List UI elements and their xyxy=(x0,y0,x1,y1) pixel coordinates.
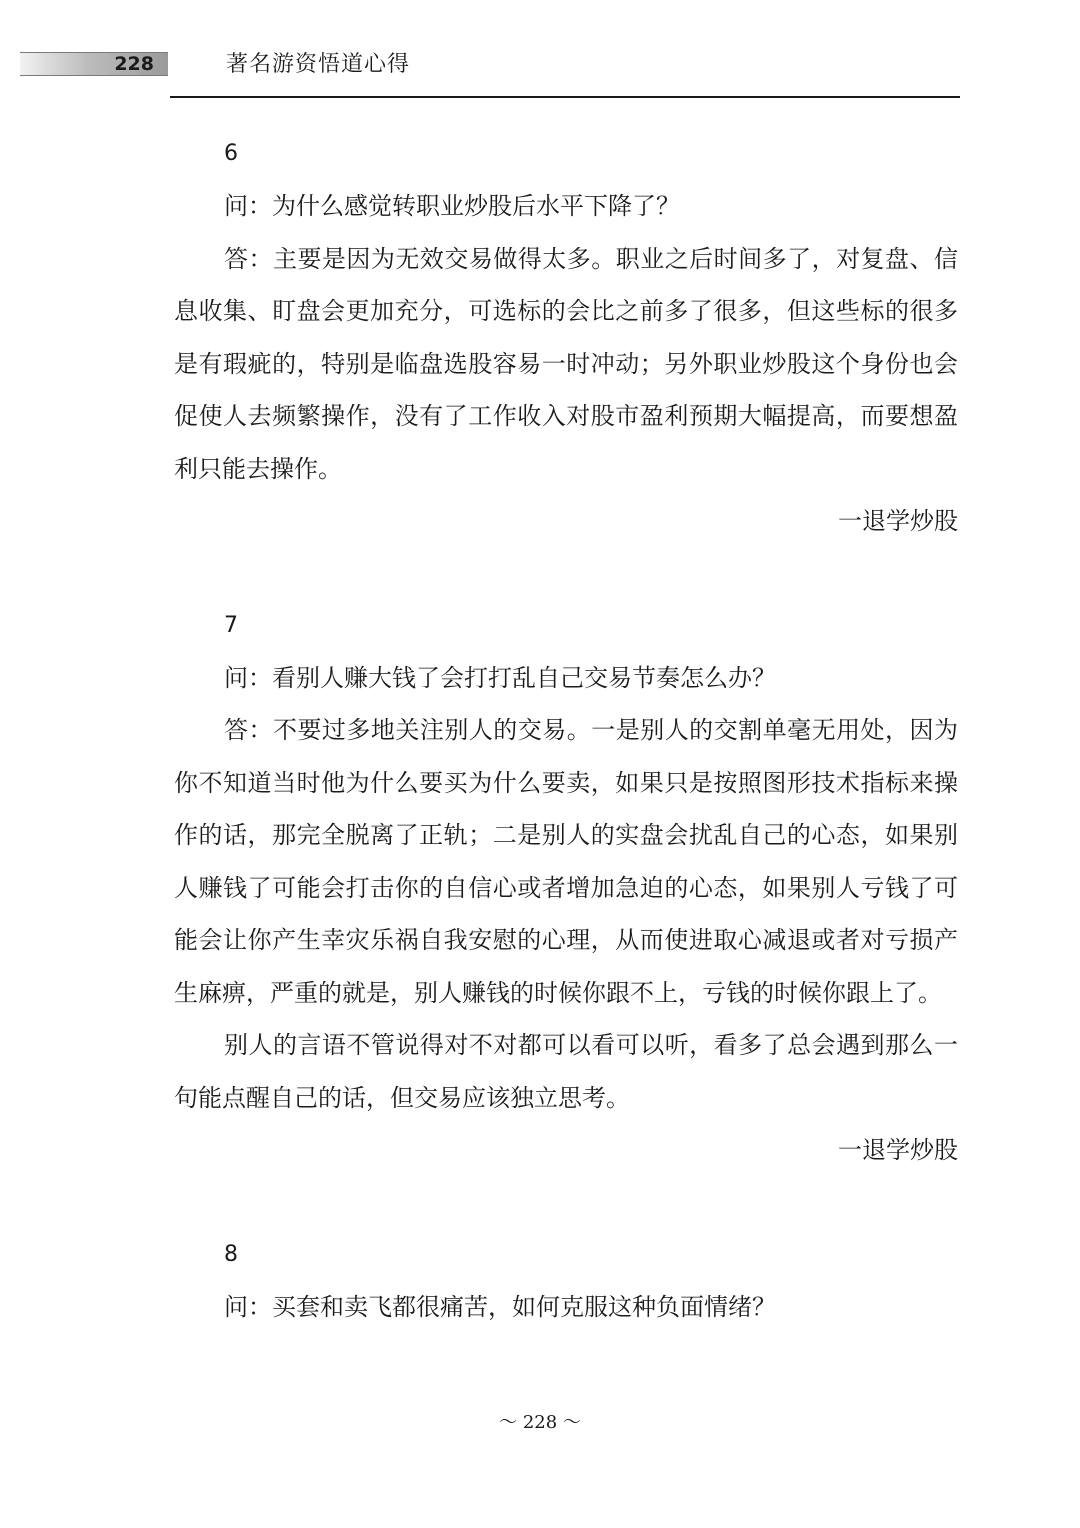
author-signature: 一退学炒股 xyxy=(838,507,958,535)
answer-paragraph: 答：不要过多地关注别人的交易。一是别人的交割单毫无用处，因为你不知道当时他为什么要买为什么要卖，如果只是按照图形技术指标来操作的话，那完全脱离了正轨；二是别人的实盘会扰乱自己的心态，如果别人赚钱了可能会打击你的自信心或者增加急迫的心态，如果别人亏钱了可能会让你产生幸灾乐祸自我安慰的心理，从而使进取心减退或者对亏损产生麻痹，严重的就是，别人赚钱的时候你跟不上，亏钱的时候你跟上了。 xyxy=(174,716,958,1007)
answer-paragraph: 答：主要是因为无效交易做得太多。职业之后时间多了，对复盘、信息收集、盯盘会更加充分，可选标的会比之前多了很多，但这些标的很多是有瑕疵的，特别是临盘选股容易一时冲动；另外职业炒股这个身份也会促使人去频繁操作，没有了工作收入对股市盈利预期大幅提高，而要想盈利只能去操作。 xyxy=(174,244,958,483)
page-content xyxy=(174,128,958,1385)
qa-section-6 xyxy=(174,128,958,548)
question-paragraph: 问：为什么感觉转职业炒股后水平下降了？ xyxy=(224,192,680,220)
page-footer-number: ～ 228 ～ xyxy=(499,1412,581,1433)
qa-section-7 xyxy=(174,600,958,1177)
author-signature: 一退学炒股 xyxy=(838,1136,958,1164)
answer-paragraph: 别人的言语不管说得对不对都可以看可以听，看多了总会遇到那么一句能点醒自己的话，但交易应该独立思考。 xyxy=(174,1031,958,1112)
page-number-label: 228 xyxy=(114,53,154,75)
header-divider xyxy=(170,96,960,98)
section-number: 7 xyxy=(224,612,238,638)
question-paragraph: 问：看别人赚大钱了会打打乱自己交易节奏怎么办？ xyxy=(224,663,776,692)
qa-section-8 xyxy=(174,1229,958,1334)
section-number: 6 xyxy=(224,141,238,166)
page-number-tab xyxy=(20,52,168,76)
running-title: 著名游资悟道心得 xyxy=(226,52,411,77)
question-paragraph: 问：买套和卖飞都很痛苦，如何克服这种负面情绪？ xyxy=(224,1292,776,1321)
section-number: 8 xyxy=(224,1241,238,1267)
